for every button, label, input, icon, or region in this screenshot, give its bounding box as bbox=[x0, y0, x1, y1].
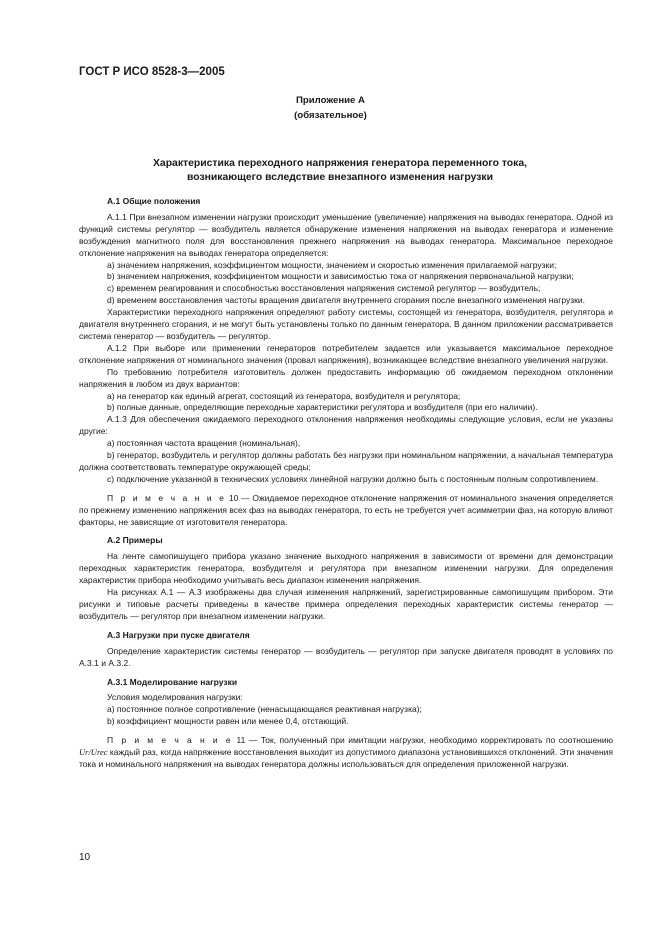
note-10-text: 10 — Ожидаемое переходное отклонение напряжения от номинального значения определяется по прежнему изменению напряжения всех фаз на выводах генератора, то есть не требуется учет асимметрии фаз, на которую влияют факторы, не зависящие от изготовителя генератора. bbox=[79, 492, 613, 527]
list-item-a1-1b: b) значением напряжения, коэффициентом мощности и зависимостью тока от напряжения первоначальной нагрузки; bbox=[107, 271, 574, 282]
document-header: ГОСТ Р ИСО 8528-3—2005 bbox=[79, 66, 225, 78]
paragraph-a2-2: На рисунках А.1 — А.3 изображены два случая изменения напряжений, зарегистрированные самопишущим прибором. Эти рисунки и типовые расчеты приведены в качестве примера определения переходных характеристик системы генератор — возбудитель — регулятор при внезапном изменении нагрузки. bbox=[79, 587, 613, 621]
list-item-a1-1a: а) значением напряжения, коэффициентом мощности, значением и скоростью изменения прилагаемой нагрузки; bbox=[107, 259, 557, 270]
document-title-line1: Характеристика переходного напряжения генератора переменного тока, bbox=[153, 158, 527, 169]
section-heading-a31: А.3.1 Моделирование нагрузки bbox=[107, 676, 238, 687]
note-11 bbox=[79, 735, 613, 771]
paragraph-a1-1: А.1.1 При внезапном изменении нагрузки происходит уменьшение (увеличение) напряжения на выводах генератора. Одной из функций системы регулятор — возбудитель является обнаружение изменения напряжения на выводах генератора и изменение возбуждения магнитного поля для восстановления прежнего напряжения на выводах генератора. Максимальное переходное отклонение напряжения на выводах генератора определяется: bbox=[79, 211, 613, 258]
note-11-label: П р и м е ч а н и е bbox=[107, 735, 234, 746]
paragraph-a2-1: На ленте самопишущего прибора указано значение выходного напряжения в зависимости от времени для демонстрации переходных характеристик генератора, возбудителя и регулятора при внезапном изменении нагрузки. Для определения характеристик прибора необходимо учитывать весь диапазон изменения напряжения. bbox=[79, 551, 613, 586]
list-item-a1-3c: c) подключение указанной в технических условиях линейной нагрузки должно быть с постоянным полным сопротивлением. bbox=[107, 473, 599, 484]
list-item-a1-3a: а) постоянная частота вращения (номинальная), bbox=[107, 438, 301, 449]
note-11-text-end: каждый раз, когда напряжение восстановления выходит из допустимого диапазона установившихся отклонений. Эти значения тока и номинального напряжения на выводах генератора должны использоваться для определения приложенной нагрузки. bbox=[79, 747, 613, 769]
paragraph-a3-1: Определение характеристик системы генератор — возбудитель — регулятор при запуске двигателя проводят в условиях по А.3.1 и А.3.2. bbox=[79, 645, 613, 668]
list-item-a1-3b: b) генератор, возбудитель и регулятор должны работать без нагрузки при номинальном напряжении, а начальная температура должна соответствовать температуре окружающей среды; bbox=[79, 450, 613, 472]
document-title bbox=[120, 157, 560, 185]
note-11-text-start: 11 — Ток, полученный при имитации нагрузки, необходимо корректировать по соотношению bbox=[236, 735, 613, 746]
note-10-label: П р и м е ч а н и е bbox=[107, 492, 227, 503]
note-11-formula: Ur/Urec bbox=[79, 747, 108, 758]
note-10 bbox=[79, 493, 613, 529]
list-item-a1-2ba: а) на генератор как единый агрегат, состоящий из генератора, возбудителя и регулятора; bbox=[107, 390, 461, 401]
list-item-a31-b: b) коэффициент мощности равен или менее 0,4, отстающий. bbox=[107, 716, 349, 727]
list-item-a1-1c: c) временем реагирования и способностью восстановления напряжения системой регулятор — возбудитель; bbox=[107, 283, 541, 294]
list-item-a1-2bb: b) полные данные, определяющие переходные характеристики регулятора и возбудителя (при его наличии). bbox=[107, 402, 538, 413]
paragraph-a1-1e: Характеристики переходного напряжения определяют работу системы, состоящей из генератора, возбудителя, регулятора и двигателя внутреннего сгорания, и не могут быть установлены только по данным генератора. В данном приложении рассматривается система генератор — возбудитель — регулятор. bbox=[79, 307, 613, 341]
paragraph-a1-2: А.1.2 При выборе или применении генераторов потребителем задается или указывается максимальное переходное отклонение напряжения от номинального значения (провал напряжения), возникающее вследствие внезапного увеличения нагрузки. bbox=[79, 342, 613, 365]
paragraph-a1-3: А.1.3 Для обеспечения ожидаемого переходного отклонения напряжения необходимы следующие условия, если не указаны другие: bbox=[79, 414, 613, 437]
appendix-title: Приложение А bbox=[296, 95, 365, 106]
list-item-a31-a: а) постоянное полное сопротивление (ненасыщающаяся реактивная нагрузка); bbox=[107, 704, 422, 715]
appendix-status: (обязательное) bbox=[294, 110, 367, 121]
paragraph-a31-1: Условия моделирования нагрузки: bbox=[107, 692, 243, 703]
section-heading-a3: А.3 Нагрузки при пуске двигателя bbox=[107, 629, 250, 640]
document-title-line2: возникающего вследствие внезапного изменения нагрузки bbox=[186, 172, 493, 183]
section-heading-a2: А.2 Примеры bbox=[107, 535, 163, 546]
paragraph-a1-2b: По требованию потребителя изготовитель должен предоставить информацию об ожидаемом переходном отклонении напряжения в любом из двух вариантов: bbox=[79, 366, 613, 389]
page-number: 10 bbox=[79, 852, 91, 863]
list-item-a1-1d: d) временем восстановления частоты вращения двигателя внутреннего сгорания после внезапного изменения нагрузки. bbox=[107, 295, 585, 306]
document-body bbox=[79, 196, 613, 771]
section-heading-a1: А.1 Общие положения bbox=[107, 196, 201, 206]
